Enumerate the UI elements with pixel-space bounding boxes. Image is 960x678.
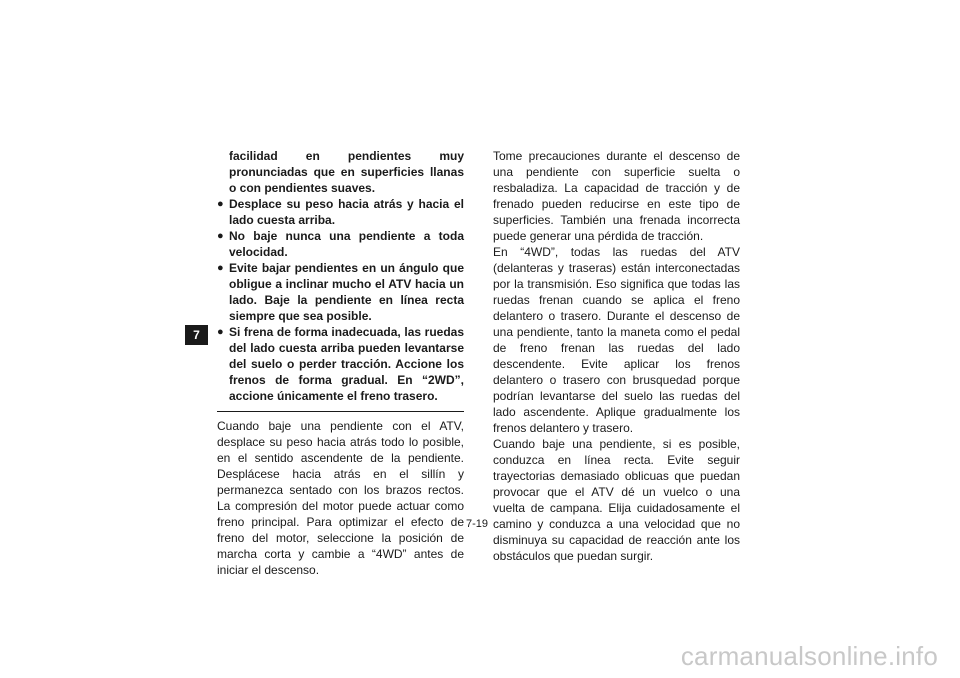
warning-bullet-4 [217,324,464,404]
watermark: carmanualsonline.info [680,641,938,671]
warning-bullet-3 [217,260,464,324]
bullet-text: No baje nunca una pendiente a toda velocidad. [229,229,464,259]
chapter-tab: 7 [185,325,208,345]
bullet-icon: ● [217,230,224,242]
warning-end-rule [217,411,464,412]
page-number: 7-19 [466,518,489,530]
left-column [217,148,464,578]
warning-continuation: facilidad en pendientes muy pronunciadas que en superficies llanas o con pendientes suaves. [229,149,464,195]
warning-bullet-1 [217,196,464,228]
bullet-text: Si frena de forma inadecuada, las ruedas del lado cuesta arriba pueden levantarse del suelo o perder tracción. Accione los frenos de forma gradual. En “2WD”, accione únicamente el freno trasero. [229,325,464,403]
body-paragraph: Tome precauciones durante el descenso de una pendiente con superficie suelta o resbaladiza. La capacidad de tracción y de frenado pueden reducirse en este tipo de superficies. También una frenada incorrecta puede generar una pérdida de tracción. [493,149,740,243]
body-paragraph: Cuando baje una pendiente, si es posible, conduzca en línea recta. Evite seguir trayectorias demasiado oblicuas que puedan provocar que el ATV dé un vuelco o una vuelta de campana. Elija cuidadosamente el camino y conduzca a una velocidad que no disminuya su capacidad de reacción ante los obstáculos que puedan surgir. [493,437,740,563]
bullet-icon: ● [217,326,224,338]
warning-block [217,148,464,404]
bullet-text: Evite bajar pendientes en un ángulo que obligue a inclinar mucho el ATV hacia un lado. Baje la pendiente en línea recta siempre que sea posible. [229,261,464,323]
right-column [493,148,740,564]
warning-bullet-2 [217,228,464,260]
bullet-icon: ● [217,198,224,210]
bullet-text: Desplace su peso hacia atrás y hacia el lado cuesta arriba. [229,197,464,227]
bullet-icon: ● [217,262,224,274]
body-paragraph: Cuando baje una pendiente con el ATV, desplace su peso hacia atrás todo lo posible, en el sentido ascendente de la pendiente. Desplácese hacia atrás en el sillín y permanezca sentado con los brazos rectos. La compresión del motor puede actuar como freno principal. Para optimizar el efecto de freno del motor, seleccione la posición de marcha corta y cambie a “4WD” antes de iniciar el descenso. [217,419,464,577]
body-paragraph: En “4WD”, todas las ruedas del ATV (delanteras y traseras) están interconectadas por la transmisión. Eso significa que todas las ruedas frenan cuando se aplica el freno delantero o trasero. Durante el descenso de una pendiente, tanto la maneta como el pedal de freno frenan las ruedas del lado descendente. Evite aplicar los frenos delantero o trasero con brusquedad porque podrían levantarse del suelo las ruedas del lado ascendente. Aplique gradualmente los frenos delantero y trasero. [493,245,740,435]
